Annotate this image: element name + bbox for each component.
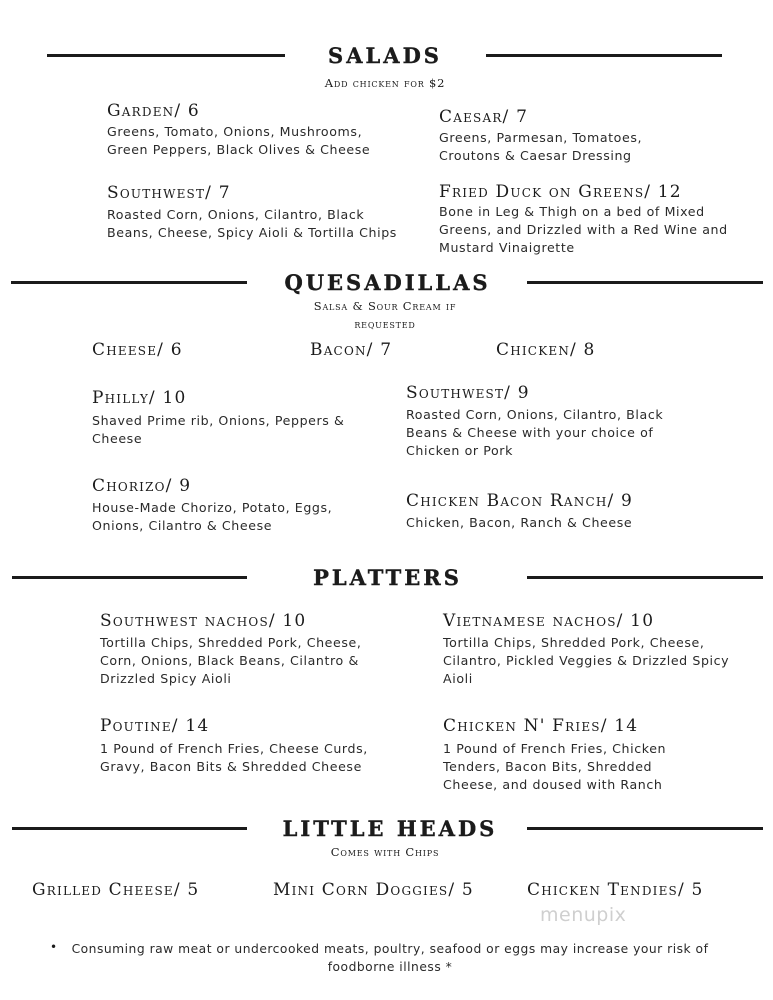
menu-item-name: Southwest/ 9: [406, 383, 530, 403]
menu-item-name: Caesar/ 7: [439, 107, 529, 127]
menu-item-desc: Tortilla Chips, Shredded Pork, Cheese, Corn, Onions, Black Beans, Cilantro & Drizzled Spicy Aioli: [100, 635, 362, 686]
quesadillas-subtitle: Salsa & Sour Cream if requested: [313, 299, 457, 331]
menu-item-name: Mini Corn Doggies/ 5: [273, 880, 474, 900]
menupix-watermark: menupix: [540, 904, 627, 926]
menu-item-desc: Greens, Tomato, Onions, Mushrooms, Green Peppers, Black Olives & Cheese: [107, 124, 371, 157]
menu-item-name: Chicken/ 8: [496, 340, 596, 360]
menu-item-desc: House-Made Chorizo, Potato, Eggs, Onions, Cilantro & Cheese: [92, 500, 333, 533]
platters-title: PLATTERS: [313, 565, 462, 590]
little-heads-title: LITTLE HEADS: [282, 816, 498, 841]
salads-title: SALADS: [328, 43, 442, 68]
salads-rule-left: [47, 54, 285, 57]
menu-item-name: Chorizo/ 9: [92, 476, 192, 496]
menu-item-desc: Bone in Leg & Thigh on a bed of Mixed Greens, and Drizzled with a Red Wine and Mustard Vinaigrette: [439, 204, 728, 255]
menu-item-name: Vietnamese nachos/ 10: [443, 611, 655, 631]
footer-note: Consuming raw meat or undercooked meats, poultry, seafood or eggs may increase your risk of foodborne illness *: [71, 942, 709, 974]
footer-bullet: •: [50, 940, 58, 954]
menu-item-desc: Greens, Parmesan, Tomatoes, Croutons & Caesar Dressing: [439, 130, 643, 163]
menu-item-desc: 1 Pound of French Fries, Cheese Curds, Gravy, Bacon Bits & Shredded Cheese: [100, 741, 368, 774]
menu-item-desc: Roasted Corn, Onions, Cilantro, Black Beans & Cheese with your choice of Chicken or Pork: [406, 407, 664, 458]
menu-item-desc: Roasted Corn, Onions, Cilantro, Black Beans, Cheese, Spicy Aioli & Tortilla Chips: [107, 207, 397, 240]
little-heads-subtitle: Comes with Chips: [330, 845, 440, 859]
little-heads-rule-left: [12, 827, 247, 830]
quesadillas-rule-left: [11, 281, 247, 284]
little-heads-rule-right: [527, 827, 763, 830]
quesadillas-rule-right: [527, 281, 763, 284]
menu-item-name: Southwest nachos/ 10: [100, 611, 307, 631]
menu-item-name: Southwest/ 7: [107, 183, 231, 203]
menu-item-desc: Shaved Prime rib, Onions, Peppers & Cheese: [92, 413, 345, 446]
menu-item-desc: Tortilla Chips, Shredded Pork, Cheese, Cilantro, Pickled Veggies & Drizzled Spicy Aioli: [443, 635, 730, 686]
platters-rule-right: [527, 576, 763, 579]
platters-rule-left: [12, 576, 247, 579]
salads-rule-right: [486, 54, 722, 57]
menu-item-name: Chicken Bacon Ranch/ 9: [406, 491, 634, 511]
menu-item-name: Garden/ 6: [107, 101, 200, 121]
menu-item-name: Poutine/ 14: [100, 716, 210, 736]
quesadillas-title: QUESADILLAS: [284, 270, 491, 295]
menu-item-name: Cheese/ 6: [92, 340, 183, 360]
menu-item-desc: Chicken, Bacon, Ranch & Cheese: [406, 515, 633, 530]
menu-item-name: Bacon/ 7: [310, 340, 393, 360]
menu-item-name: Chicken Tendies/ 5: [527, 880, 704, 900]
menu-item-name: Philly/ 10: [92, 388, 187, 408]
menu-item-name: Fried Duck on Greens/ 12: [439, 182, 682, 202]
menu-item-name: Chicken N' Fries/ 14: [443, 716, 639, 736]
salads-subtitle: Add chicken for $2: [324, 76, 446, 90]
menu-item-name: Grilled Cheese/ 5: [32, 880, 200, 900]
menu-item-desc: 1 Pound of French Fries, Chicken Tenders, Bacon Bits, Shredded Cheese, and doused with Ranch: [443, 741, 667, 792]
